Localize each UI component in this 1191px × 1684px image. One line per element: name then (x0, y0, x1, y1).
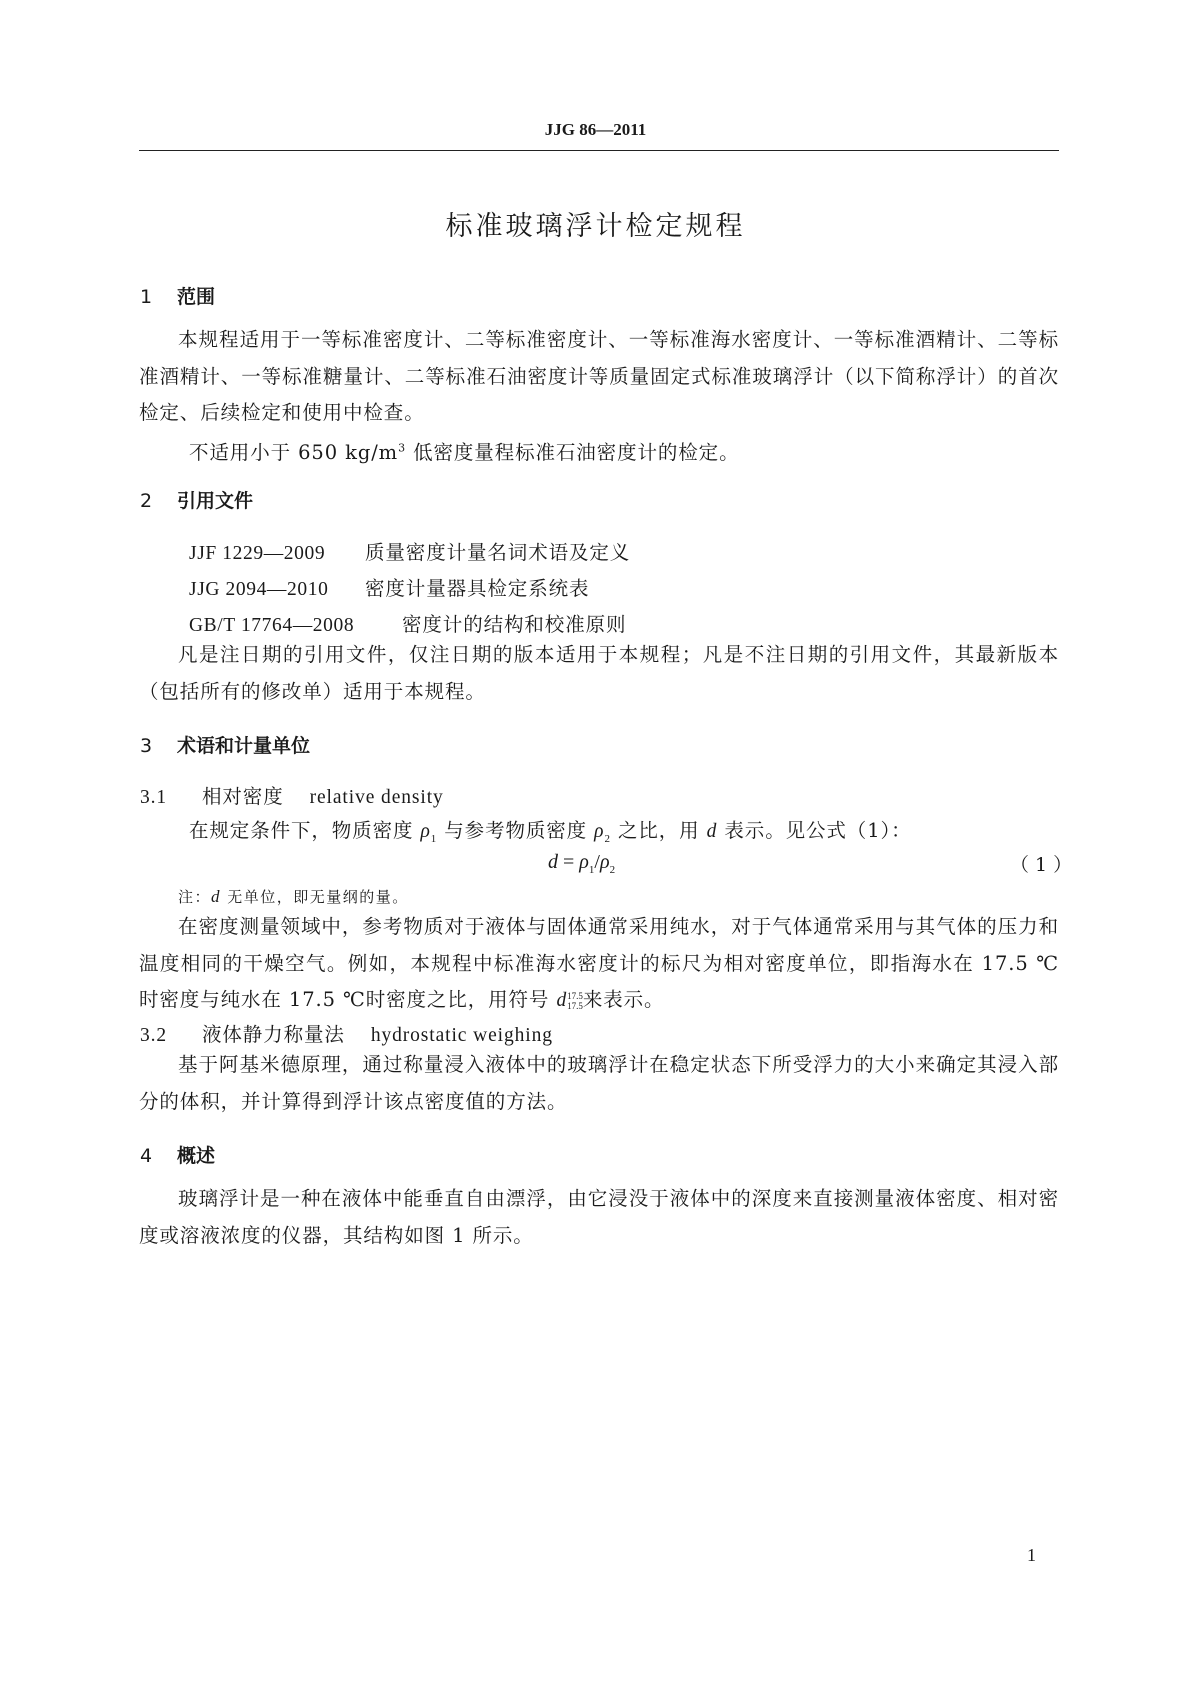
section-title: 范围 (177, 286, 216, 308)
def-text: 表示。见公式（1）： (717, 819, 912, 842)
term-chinese: 相对密度 (202, 785, 284, 808)
scope-paragraph: 本规程适用于一等标准密度计、二等标准密度计、一等标准海水密度计、一等标准酒精计、二等标准酒精计、一等标准糖量计、二等标准石油密度计等质量固定式标准玻璃浮计（以下简称浮计）的首次检定、后续检定和使用中检查。 (139, 328, 1059, 424)
equation-number: （ 1 ） (1010, 854, 1073, 876)
reference-note-paragraph: 凡是注日期的引用文件，仅注日期的版本适用于本规程；凡是不注日期的引用文件，其最新版本（包括所有的修改单）适用于本规程。 (139, 643, 1059, 703)
unit-superscript: 3 (398, 441, 406, 455)
rho-symbol: ρ (594, 821, 605, 842)
reference-item (189, 537, 630, 565)
subscript: 2 (604, 832, 611, 845)
explanation-text: 在密度测量领域中，参考物质对于液体与固体通常采用纯水，对于气体通常采用与其气体的压力和温度相同的干燥空气。例如，本规程中标准海水密度计的标尺为相对密度单位，即指海水在 17.5 ℃时密度与纯水在 17.5 ℃时密度之比，用符号 (139, 915, 1059, 1011)
header-divider (139, 150, 1059, 151)
section-number: 4 (140, 1145, 153, 1167)
scope-exclusion (189, 437, 739, 465)
term-3-2-heading (140, 1019, 553, 1047)
d-symbol: d (211, 887, 222, 906)
reference-code: GB/T 17764—2008 (189, 615, 355, 636)
section-1-heading (140, 282, 215, 309)
rho-symbol: ρ (579, 851, 589, 873)
reference-name: 密度计的结构和校准原则 (402, 613, 627, 636)
def-text: 在规定条件下，物质密度 (189, 819, 421, 842)
term-3-1-definition (189, 815, 912, 843)
formula-equals: = (558, 851, 580, 873)
d-symbol: d (706, 821, 718, 842)
formula-slash: / (594, 851, 600, 873)
section-number: 1 (140, 286, 153, 308)
document-code-header: JJG 86—2011 (544, 120, 647, 139)
scope-exclusion-text-a: 不适用小于 650 kg/m (189, 441, 399, 464)
term-note (178, 886, 409, 907)
section-title: 概述 (177, 1145, 216, 1167)
overview-paragraph: 玻璃浮计是一种在液体中能垂直自由漂浮，由它浸没于液体中的深度来直接测量液体密度、相对密度或溶液浓度的仪器，其结构如图 1 所示。 (139, 1187, 1059, 1247)
d-symbol: d (556, 990, 568, 1011)
subscript: 1 (588, 864, 595, 876)
term-3-1-heading (140, 781, 444, 809)
section-number: 3 (140, 735, 153, 757)
section-2-heading (140, 486, 253, 513)
superscript: 17.5 (567, 990, 583, 1001)
reference-item (189, 609, 626, 637)
def-text: 与参考物质密度 (437, 819, 595, 842)
term-english: relative density (309, 787, 444, 808)
sym-scripts (567, 991, 583, 1011)
reference-name: 质量密度计量名词术语及定义 (365, 541, 631, 564)
rho-symbol: ρ (420, 821, 431, 842)
note-text: 无单位，即无量纲的量。 (221, 888, 409, 906)
rho-symbol: ρ (599, 851, 610, 873)
reference-item (189, 573, 589, 601)
explanation-text: 来表示。 (582, 988, 665, 1011)
formula-lhs: d (548, 851, 558, 873)
section-title: 引用文件 (177, 490, 254, 512)
reference-name: 密度计量器具检定系统表 (365, 577, 590, 600)
term-3-2-definition: 基于阿基米德原理，通过称量浸入液体中的玻璃浮计在稳定状态下所受浮力的大小来确定其浸入部分的体积，并计算得到浮计该点密度值的方法。 (139, 1053, 1059, 1113)
reference-code: JJG 2094—2010 (189, 579, 329, 600)
term-3-1-explanation (139, 909, 1059, 1020)
scope-exclusion-text-b: 低密度量程标准石油密度计的检定。 (405, 441, 740, 464)
reference-code: JJF 1229—2009 (189, 543, 326, 564)
term-number: 3.1 (140, 787, 168, 808)
section-number: 2 (140, 490, 153, 512)
page-number: 1 (1027, 1545, 1036, 1565)
section-3-heading (140, 731, 310, 758)
term-english: hydrostatic weighing (370, 1025, 553, 1046)
term-chinese: 液体静力称量法 (202, 1023, 345, 1046)
def-text: 之比，用 (610, 819, 707, 842)
subscript: 17.5 (567, 1000, 583, 1011)
document-title: 标准玻璃浮计检定规程 (445, 211, 746, 242)
formula-1 (548, 849, 615, 874)
section-4-heading (140, 1141, 215, 1168)
section-title: 术语和计量单位 (177, 735, 311, 757)
subscript: 1 (430, 832, 438, 845)
subscript: 2 (609, 864, 616, 876)
term-number: 3.2 (140, 1025, 168, 1046)
note-label: 注： (178, 888, 212, 906)
